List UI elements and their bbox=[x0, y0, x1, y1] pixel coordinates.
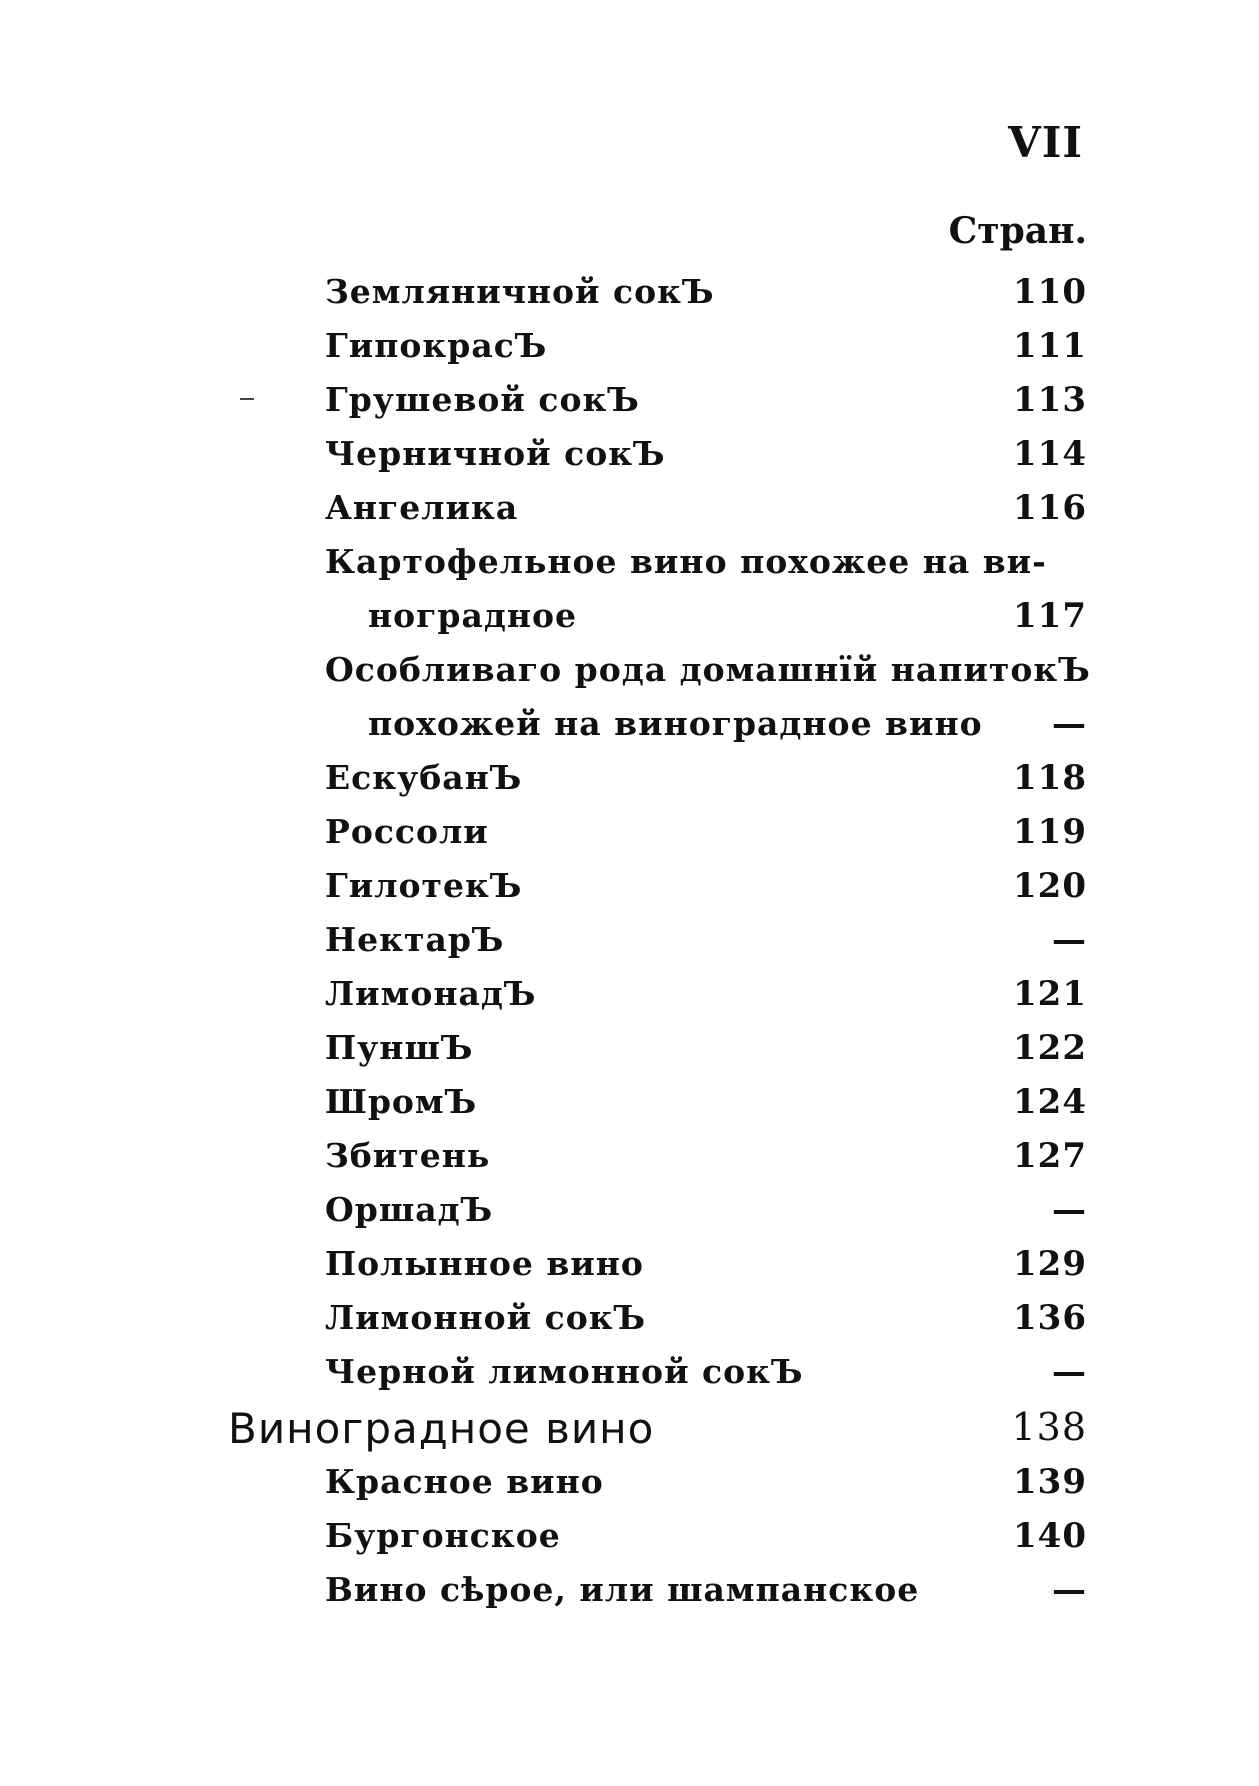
toc-entry-label: Ангелика bbox=[325, 488, 519, 527]
column-heading: Стран. bbox=[948, 210, 1087, 252]
toc-entry-page: — bbox=[1052, 704, 1087, 744]
toc-entry bbox=[325, 272, 1087, 312]
toc-entry-page: — bbox=[1052, 1570, 1087, 1610]
toc-entry-label: Лимонной сокЪ bbox=[325, 1298, 647, 1337]
toc-entry-label: ШромЪ bbox=[325, 1082, 478, 1121]
toc-entry-page: 110 bbox=[1013, 272, 1087, 312]
toc-entry-label: ОршадЪ bbox=[325, 1190, 494, 1229]
toc-entry-label: ГилотекЪ bbox=[325, 866, 523, 905]
toc-entry bbox=[325, 1462, 1087, 1502]
toc-entry-label: ЛимонадЪ bbox=[325, 974, 537, 1013]
toc-entry-page: 136 bbox=[1013, 1298, 1087, 1338]
toc-entry-label: Вино сѣрое, или шампанское bbox=[325, 1570, 920, 1609]
toc-entry bbox=[325, 812, 1087, 852]
toc-entry bbox=[325, 434, 1087, 474]
toc-entry bbox=[325, 326, 1087, 366]
toc-entry-page: 114 bbox=[1013, 434, 1087, 474]
toc-entry-label: НектарЪ bbox=[325, 920, 505, 959]
toc-entry bbox=[325, 542, 1087, 581]
toc-entry-label: Черной лимонной сокЪ bbox=[325, 1352, 804, 1391]
toc-section-heading bbox=[228, 1404, 1087, 1453]
toc-entry-page: 139 bbox=[1013, 1462, 1087, 1502]
toc-entry-label: ноградное bbox=[368, 596, 577, 635]
toc-entry-label: Красное вино bbox=[325, 1462, 604, 1501]
toc-entry-page: 129 bbox=[1013, 1244, 1087, 1284]
toc-entry-label: ЕскубанЪ bbox=[325, 758, 523, 797]
toc-entry-label: Земляничной сокЪ bbox=[325, 272, 715, 311]
toc-entry bbox=[325, 974, 1087, 1014]
toc-entry bbox=[325, 1244, 1087, 1284]
toc-section-label: Виноградное вино bbox=[228, 1404, 655, 1453]
toc-entry-label: Россоли bbox=[325, 812, 489, 851]
toc-entry-label: Збитень bbox=[325, 1136, 491, 1175]
toc-entry-page: 121 bbox=[1013, 974, 1087, 1014]
toc-entry-page: 120 bbox=[1013, 866, 1087, 906]
toc-entry-page: 116 bbox=[1013, 488, 1087, 528]
toc-entry-page: 119 bbox=[1013, 812, 1087, 852]
toc-entry bbox=[325, 1298, 1087, 1338]
toc-entry bbox=[325, 1352, 1087, 1392]
toc-entry-page: — bbox=[1052, 1190, 1087, 1230]
toc-entry bbox=[325, 380, 1087, 420]
toc-entry-label: Грушевой сокЪ bbox=[325, 380, 640, 419]
toc-entry-page: 117 bbox=[1013, 596, 1087, 636]
toc-entry bbox=[325, 920, 1087, 960]
toc-entry-page: 111 bbox=[1013, 326, 1087, 366]
toc-entry-label: Черничной сокЪ bbox=[325, 434, 666, 473]
toc-entry bbox=[325, 650, 1091, 689]
toc-entry-continuation bbox=[368, 596, 1087, 636]
toc-entry bbox=[325, 866, 1087, 906]
toc-entry-label: ПуншЪ bbox=[325, 1028, 474, 1067]
toc-entry bbox=[325, 1516, 1087, 1556]
toc-entry-label: Полынное вино bbox=[325, 1244, 644, 1283]
toc-entry-label: похожей на виноградное вино bbox=[368, 704, 983, 743]
toc-entry-page: 113 bbox=[1013, 380, 1087, 420]
toc-entry-page: 140 bbox=[1013, 1516, 1087, 1556]
toc-entry-page: — bbox=[1052, 1352, 1087, 1392]
toc-entry bbox=[325, 758, 1087, 798]
toc-entry bbox=[325, 1082, 1087, 1122]
toc-entry-page: 127 bbox=[1013, 1136, 1087, 1176]
toc-section-page: 138 bbox=[1011, 1405, 1087, 1449]
toc-entry-continuation bbox=[368, 704, 1087, 744]
toc-entry bbox=[325, 1136, 1087, 1176]
toc-entry bbox=[325, 1190, 1087, 1230]
toc-entry-label: Бургонское bbox=[325, 1516, 561, 1555]
page-number: VII bbox=[1008, 118, 1083, 167]
toc-entry bbox=[325, 1028, 1087, 1068]
toc-entry-page: 118 bbox=[1013, 758, 1087, 798]
toc-entry-label: Картофельное вино похожее на ви- bbox=[325, 542, 1047, 581]
toc-entry-page: 124 bbox=[1013, 1082, 1087, 1122]
toc-entry bbox=[325, 488, 1087, 528]
toc-entry-page: — bbox=[1052, 920, 1087, 960]
toc-entry-label: ГипокрасЪ bbox=[325, 326, 548, 365]
toc-entry-label: Особливаго рода домашнїй напитокЪ bbox=[325, 650, 1091, 689]
toc-entry bbox=[325, 1570, 1087, 1610]
toc-entry-page: 122 bbox=[1013, 1028, 1087, 1068]
